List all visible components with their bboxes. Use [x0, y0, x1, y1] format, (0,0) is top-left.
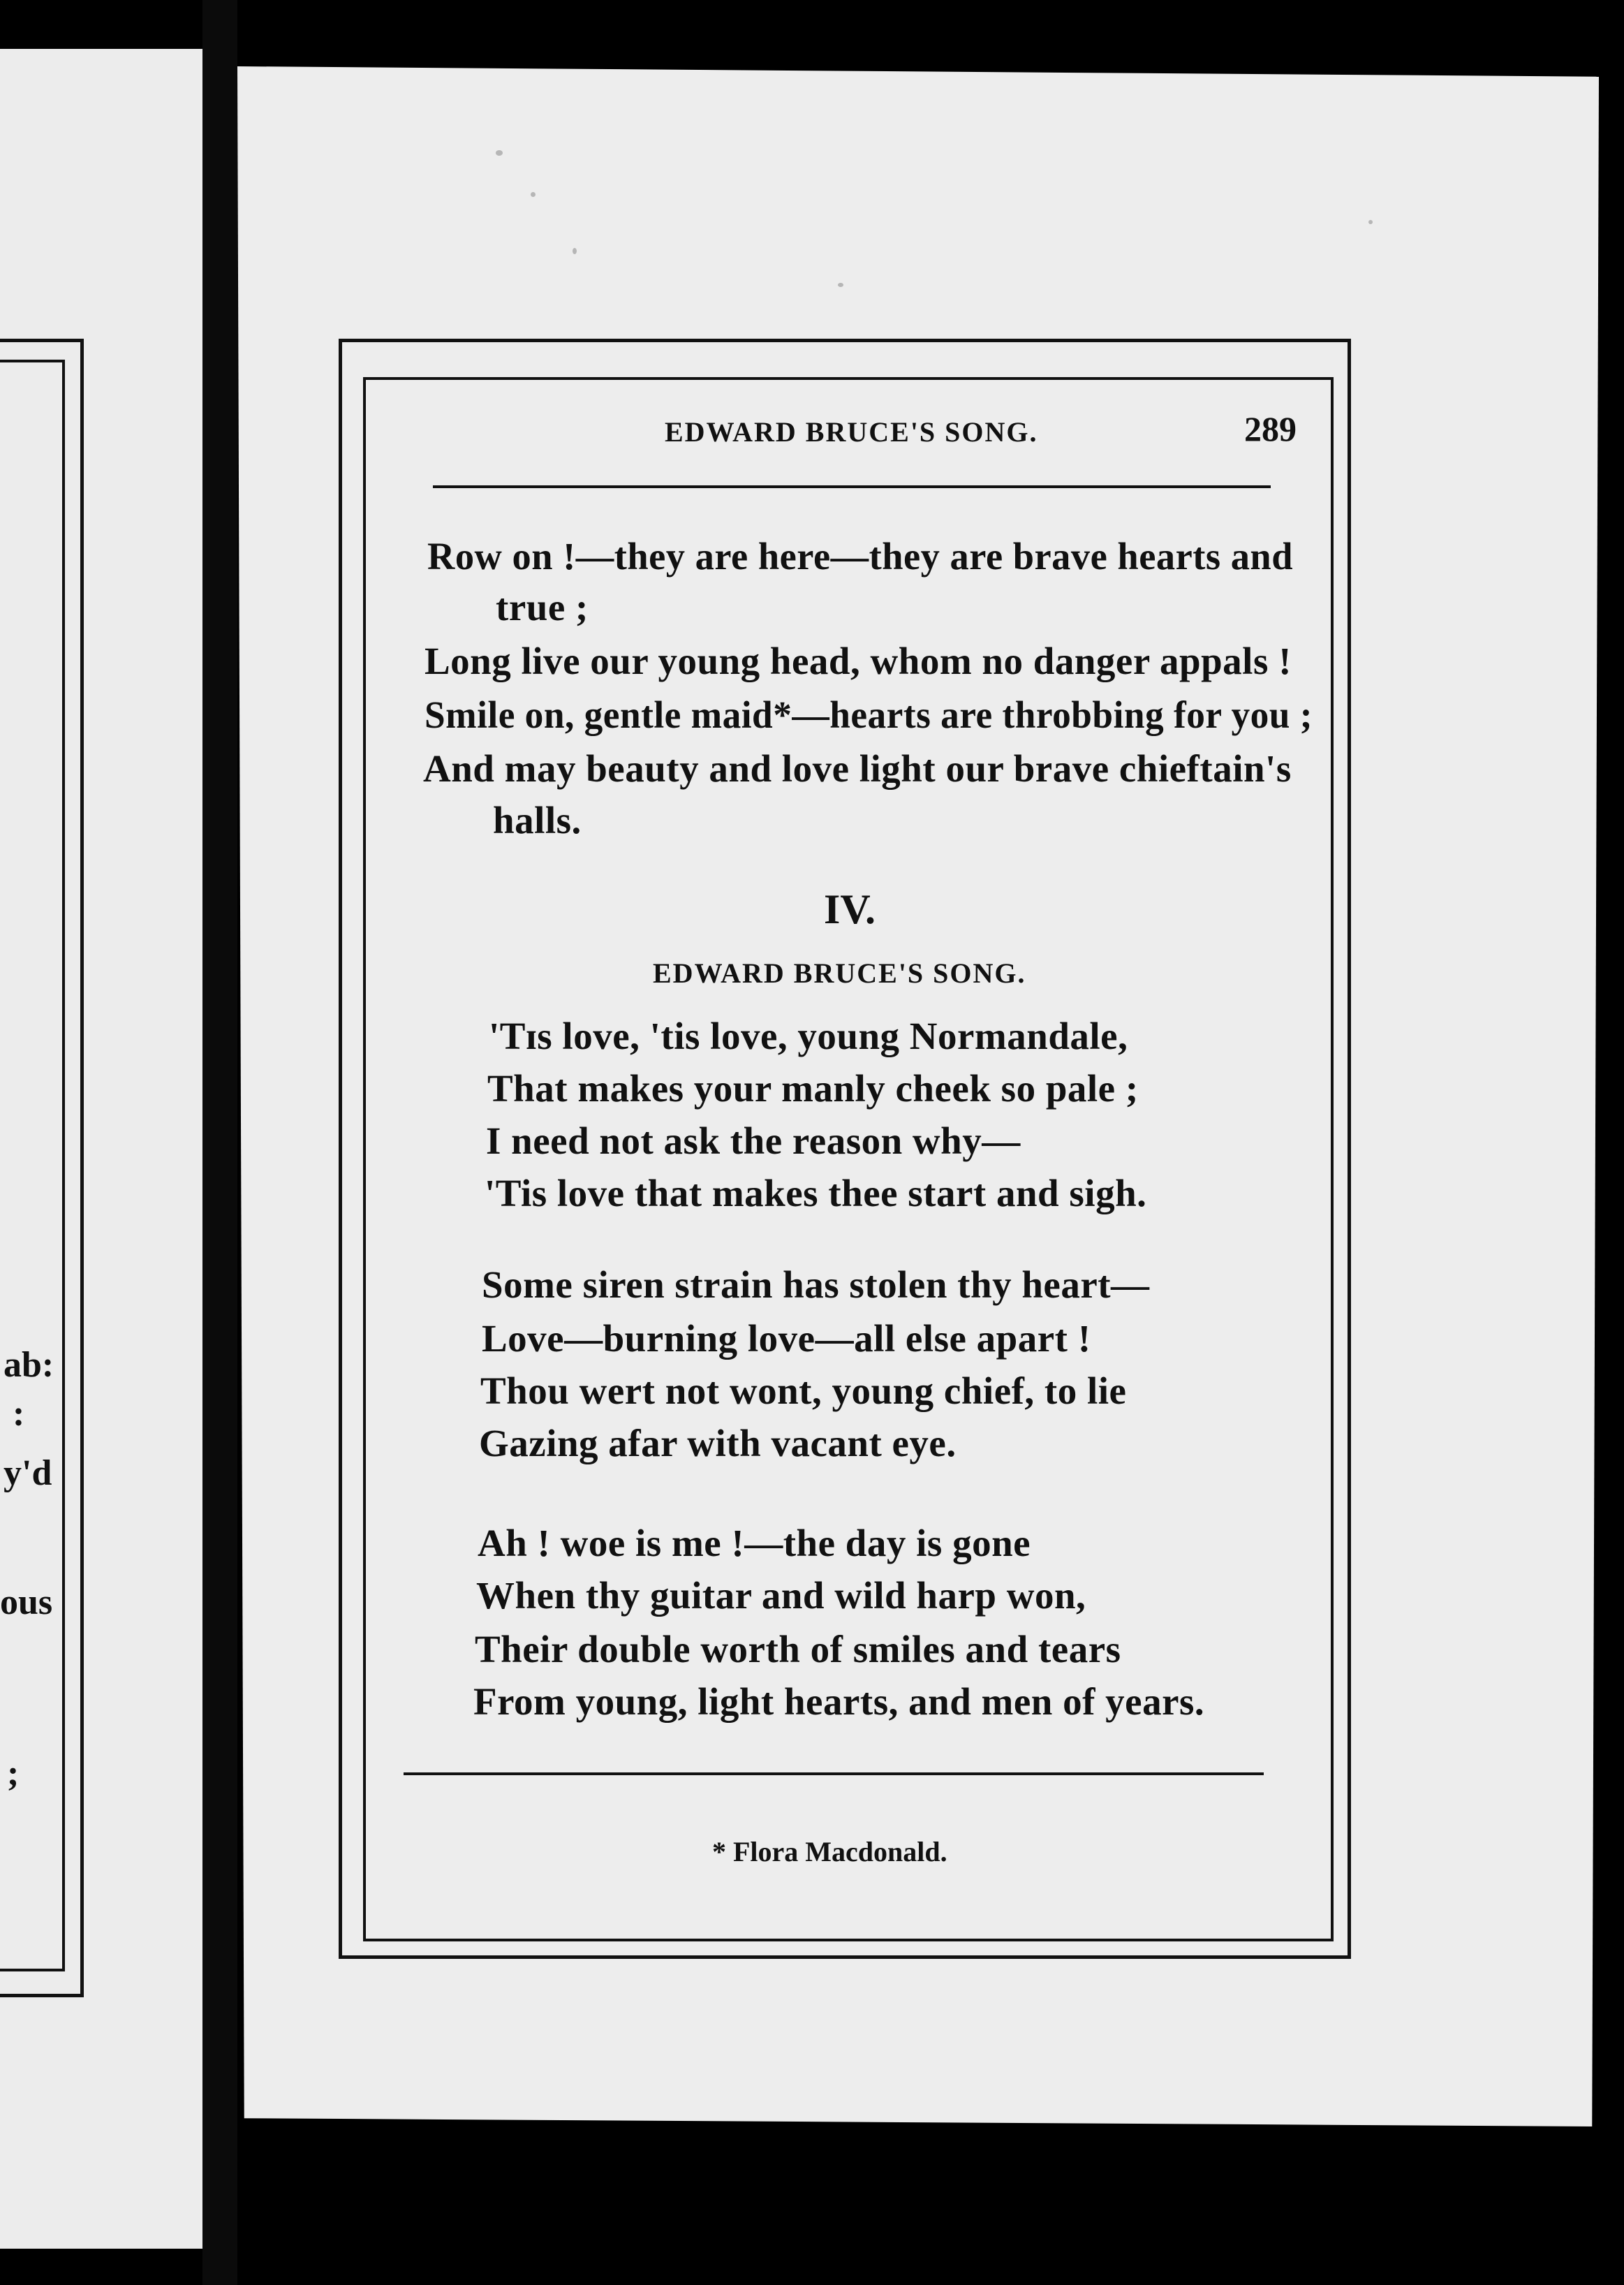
paper-speck — [838, 283, 843, 287]
paper-speck — [496, 150, 503, 156]
verse-line: true ; — [496, 586, 589, 629]
paper-speck — [1368, 220, 1373, 224]
previous-page-fragment: y'd — [3, 1453, 52, 1493]
verse-line: Some siren strain has stolen thy heart— — [482, 1263, 1150, 1306]
verse-line: I need not ask the reason why— — [486, 1119, 1021, 1162]
previous-page-frame-inner — [0, 360, 65, 1971]
section-number: IV. — [824, 886, 876, 932]
previous-page-fragment: ; — [7, 1754, 20, 1793]
verse-line: When thy guitar and wild harp won, — [476, 1574, 1086, 1617]
footnote-rule — [404, 1772, 1264, 1775]
previous-page-fragment: ous — [0, 1582, 53, 1622]
running-title: EDWARD BRUCE'S SONG. — [665, 416, 1038, 448]
verse-line: 'Tis love that makes thee start and sigh. — [485, 1172, 1147, 1214]
verse-line: Ah ! woe is me !—the day is gone — [478, 1522, 1031, 1564]
verse-line: That makes your manly cheek so pale ; — [487, 1067, 1139, 1110]
previous-page-fragment: ab: — [3, 1345, 54, 1385]
book-gutter — [202, 0, 237, 2285]
paper-speck — [531, 192, 536, 197]
verse-line: Love—burning love—all else apart ! — [482, 1317, 1091, 1360]
previous-page-fragment: : — [13, 1394, 25, 1434]
verse-line: And may beauty and love light our brave chieftain's — [423, 747, 1292, 790]
paper-speck — [573, 248, 577, 254]
verse-line: Smile on, gentle maid*—hearts are throbbing for you ; — [425, 693, 1313, 736]
page-number: 289 — [1244, 409, 1297, 448]
verse-line: Gazing afar with vacant eye. — [479, 1422, 957, 1464]
song-title: EDWARD BRUCE'S SONG. — [653, 957, 1026, 989]
header-rule — [433, 485, 1271, 488]
verse-line: Thou wert not wont, young chief, to lie — [480, 1369, 1127, 1412]
verse-line: From young, light hearts, and men of years. — [473, 1680, 1205, 1723]
verse-line: Their double worth of smiles and tears — [475, 1628, 1121, 1670]
verse-line: 'Tɪs love, 'tis love, young Normandale, — [489, 1015, 1128, 1057]
verse-line: Row on !—they are here—they are brave hearts and — [427, 535, 1293, 578]
footnote: * Flora Macdonald. — [712, 1836, 947, 1867]
verse-line: Long live our young head, whom no danger appals ! — [425, 640, 1292, 682]
verse-line: halls. — [493, 799, 582, 842]
previous-page — [0, 49, 202, 2249]
